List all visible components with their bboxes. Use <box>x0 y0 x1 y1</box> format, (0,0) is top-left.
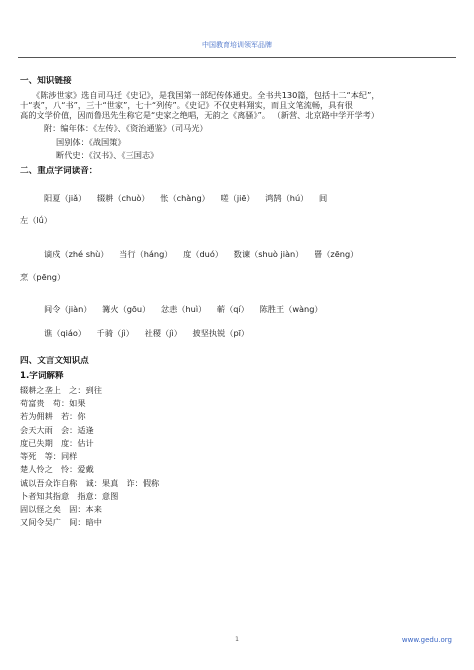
document-body <box>20 60 456 528</box>
vocab-item: 楚人怜之 怜：爱戴 <box>20 464 94 475</box>
sec1-appendix-line: 附：编年体：《左传》、《资治通鉴》（司马光） <box>44 123 208 134</box>
header-brand-text: 中国教育培训领军品牌 <box>202 41 272 49</box>
pinyin-item: 鸿鹄（hú） <box>265 192 309 203</box>
vocab-item: 若为佣耕 若：你 <box>20 411 86 422</box>
pinyin-item: 谯（qiáo） <box>44 328 87 339</box>
vocab-item: 苟富贵 苟：如果 <box>20 398 86 409</box>
section-4-subtitle: 1.字词解释 <box>20 371 64 382</box>
pinyin-item: 篝火（gōu） <box>102 303 151 314</box>
section-1-title: 一、知识链接 <box>20 76 72 86</box>
pinyin-item: 度（duó） <box>183 249 224 260</box>
sec1-appendix-line: 断代史：《汉书》、《三国志》 <box>56 149 159 160</box>
pinyin-item: 闾 <box>318 192 328 203</box>
sec1-para-line: 《陈涉世家》选自司马迁《史记》，是我国第一部纪传体通史。全书共130篇，包括十二“本纪”， <box>32 89 380 100</box>
vocab-item: 又间令吴广 间：暗中 <box>20 517 102 528</box>
pinyin-row <box>20 328 456 338</box>
pinyin-item: 谪戍（zhé shù） <box>44 249 109 260</box>
vocab-item: 等死 等：同样 <box>20 451 78 462</box>
pinyin-item: 社稷（jì） <box>144 328 182 339</box>
pinyin-item: 披坚执锐（pī） <box>192 328 250 339</box>
pinyin-row <box>20 304 456 314</box>
section-2-title: 二、重点字词读音： <box>20 166 98 177</box>
pinyin-item: 烹（pēng） <box>20 271 66 282</box>
sec1-para-line: 高的文学价值，因而鲁迅先生称它是“史家之绝唱，无韵之《离骚》”。 （新营、北京路中学开学考） <box>20 110 380 121</box>
header-rule <box>18 57 456 58</box>
vocab-item: 固以怪之矣 固：本来 <box>20 504 102 515</box>
pinyin-row <box>20 193 456 203</box>
pinyin-item: 左（lǘ） <box>20 215 53 226</box>
pinyin-item: 嗟（jiē） <box>220 192 255 203</box>
pinyin-item: 阳夏（jiǎ） <box>44 192 87 203</box>
pinyin-item: 间令（jiàn） <box>44 303 92 314</box>
pinyin-item: 陈胜王（wàng） <box>259 303 323 314</box>
pinyin-row <box>20 272 456 282</box>
pinyin-item: 蕲（qí） <box>216 303 249 314</box>
sec1-appendix-line: 国别体：《战国策》 <box>56 136 126 147</box>
pinyin-item: 当行（háng） <box>119 249 173 260</box>
vocab-item: 辍耕之垄上 之：到往 <box>20 384 102 395</box>
pinyin-row <box>20 249 456 259</box>
pinyin-row <box>20 215 456 225</box>
footer-url: www.gedu.org <box>401 636 452 644</box>
vocab-item: 卜者知其指意 指意：意图 <box>20 490 119 501</box>
pinyin-item: 罾（zēng） <box>314 249 359 260</box>
vocab-item: 诚以吾众诈自称 诚：果真 诈：假称 <box>20 477 160 488</box>
pinyin-item: 忿恚（huì） <box>160 303 207 314</box>
page-number: 1 <box>235 636 239 643</box>
vocab-item: 会天大雨 会：适逢 <box>20 424 94 435</box>
section-4-title: 四、文言文知识点 <box>20 356 89 367</box>
pinyin-item: 辍耕（chuò） <box>96 192 150 203</box>
sec1-para-line: 十“表”，八“书”，三十“世家”，七十“列传”。《史记》不仅史料翔实，而且文笔流畅，具有很 <box>20 99 353 110</box>
vocab-item: 度已失期 度：估计 <box>20 437 94 448</box>
pinyin-item: 千骑（jì） <box>96 328 134 339</box>
pinyin-item: 怅（chàng） <box>160 192 210 203</box>
pinyin-item: 数谏（shuò jiàn） <box>233 249 304 260</box>
